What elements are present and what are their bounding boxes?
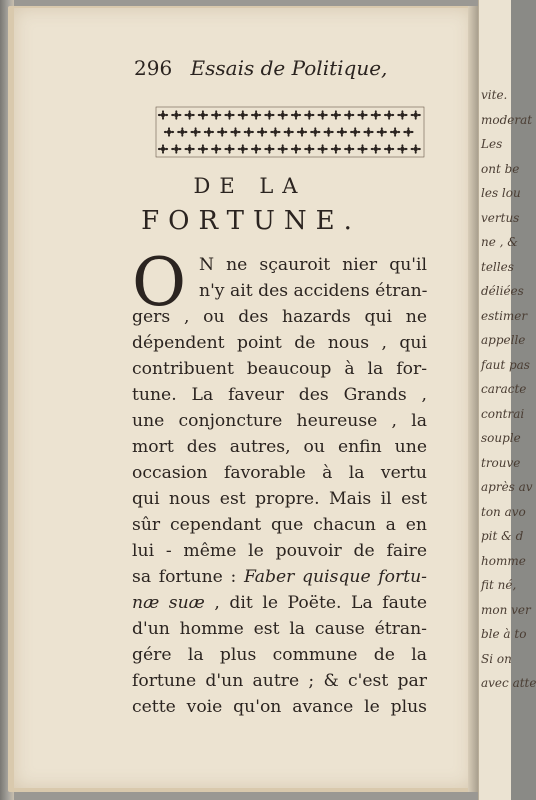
facing-page-word: avec atte	[481, 676, 536, 690]
body-line: mort des autres, ou enfin une	[132, 437, 427, 457]
facing-page-word: faut pas	[481, 357, 530, 372]
facing-page-word: mon ver	[481, 602, 531, 617]
body-line: une conjoncture heureuse , la	[132, 411, 427, 431]
facing-page-word: les lou	[481, 186, 521, 200]
body-line: N ne sçauroit nier qu'il	[199, 255, 427, 275]
body-line: fortune d'un autre ; & c'est par	[132, 671, 427, 691]
chapter-heading-line2: FORTUNE.	[141, 206, 361, 236]
body-line: contribuent beaucoup à la for-	[132, 359, 427, 379]
body-line: gére la plus commune de la	[132, 645, 427, 665]
body-line: qui nous est propre. Mais il est	[132, 489, 427, 509]
facing-page-word: vertus	[481, 210, 520, 225]
facing-page-word: souple	[481, 431, 521, 445]
body-line: lui - même le pouvoir de faire	[132, 541, 427, 561]
running-head-title: Essais de Politique,	[190, 56, 388, 80]
body-line: cette voie qu'on avance le plus	[132, 697, 427, 717]
body-line-with-latin-quote	[132, 564, 427, 590]
facing-page-word: trouve	[481, 455, 521, 470]
facing-page-word: après av	[481, 480, 533, 494]
latin-quote: næ suæ	[132, 593, 205, 613]
facing-page-word: vite.	[481, 88, 508, 102]
body-line-with-latin-quote	[132, 590, 427, 616]
running-head	[134, 56, 387, 80]
facing-page-word: appelle	[481, 333, 526, 347]
facing-page-word: ble à to	[481, 627, 527, 641]
body-text: , dit le Poëte. La faute	[204, 593, 428, 613]
latin-quote: Faber quisque fortu-	[243, 567, 427, 587]
body-line: d'un homme est la cause étran-	[132, 619, 427, 639]
body-line: occasion favorable à la vertu	[132, 463, 427, 483]
facing-page-word: ton avo	[481, 504, 526, 519]
book-page	[14, 8, 472, 788]
facing-page-word: déliées	[481, 284, 524, 298]
facing-page-word: Les	[481, 137, 503, 151]
facing-page-word: estimer	[481, 308, 528, 323]
facing-page-word: fit né,	[481, 578, 517, 592]
facing-page-fragment	[478, 0, 536, 800]
body-line: n'y ait des accidens étran-	[199, 281, 428, 301]
page-gutter	[468, 6, 478, 792]
body-line: gers , ou des hazards qui ne	[132, 307, 427, 327]
facing-page-word: contrai	[481, 406, 525, 421]
facing-page-word: homme	[481, 553, 526, 568]
body-line: tune. La faveur des Grands ,	[132, 385, 427, 405]
page-number: 296	[134, 56, 173, 80]
body-text: sa fortune :	[132, 567, 244, 587]
printer-ornament-band	[155, 106, 425, 158]
facing-page-word: ont be	[481, 161, 520, 176]
facing-page-word: telles	[481, 259, 514, 274]
facing-page-word: moderat	[481, 112, 533, 127]
chapter-heading-line1: DE LA	[193, 174, 307, 198]
body-line: dépendent point de nous , qui	[132, 333, 427, 353]
facing-page-word: caracte	[481, 382, 527, 396]
facing-page-word: pit & d	[481, 529, 524, 543]
facing-page-word: Si on	[481, 651, 512, 666]
facing-page-word: ne , &	[481, 235, 518, 249]
drop-cap: O	[132, 244, 187, 321]
body-line: sûr cependant que chacun a en	[132, 515, 427, 535]
